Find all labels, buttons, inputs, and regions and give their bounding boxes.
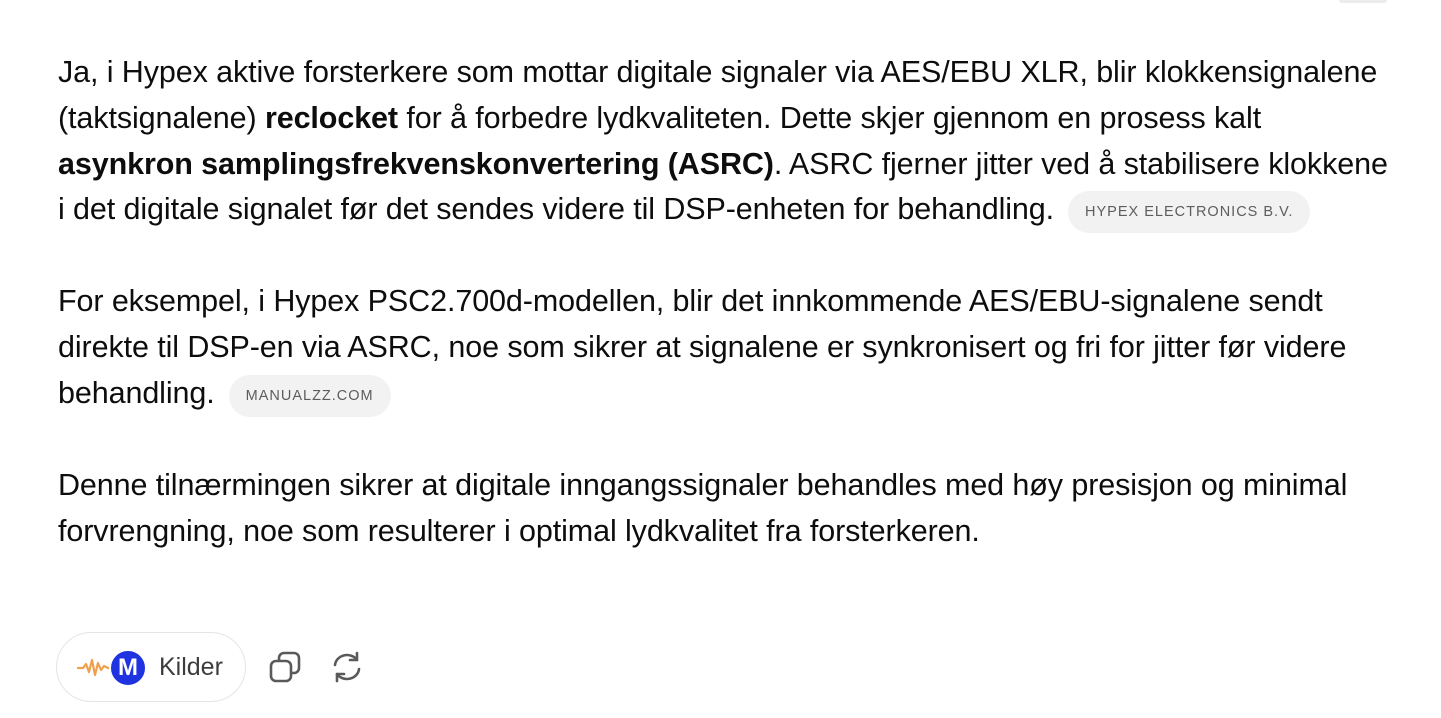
copy-icon (268, 650, 302, 684)
answer-text: . ASRC fjerner jitter ved å stabilisere klokkene i det digitale signalet før det sendes videre til DSP-enheten for behandling. (58, 146, 1388, 227)
citation-chip-manualzz[interactable]: MANUALZZ.COM (229, 375, 391, 417)
regenerate-icon (330, 650, 364, 684)
answer-paragraph-3 (58, 463, 1398, 555)
copy-button[interactable] (262, 644, 308, 690)
assistant-answer (58, 50, 1398, 601)
answer-text: Ja, i Hypex aktive forsterkere som mottar digitale signaler via AES/EBU XLR, blir klokkensignalene (taktsignalene) (58, 55, 1378, 135)
scroll-edge-hint (1339, 0, 1387, 3)
answer-bold-text: asynkron samplingsfrekvenskonvertering (ASRC) (58, 146, 774, 181)
sources-button[interactable] (56, 632, 246, 702)
manualzz-icon: M (109, 649, 147, 687)
regenerate-button[interactable] (324, 644, 370, 690)
message-actions (56, 632, 370, 702)
sources-label: Kilder (159, 652, 223, 681)
source-favicons (77, 647, 145, 687)
citation-chip-hypex[interactable]: HYPEX ELECTRONICS B.V. (1068, 191, 1310, 233)
answer-paragraph-1 (58, 50, 1398, 233)
answer-text: For eksempel, i Hypex PSC2.700d-modellen, blir det innkommende AES/EBU-signalene sendt direkte til DSP-en via ASRC, noe som sikrer at signalene er synkronisert og fri for jitter før videre behandling. (58, 284, 1347, 410)
answer-text: for å forbedre lydkvaliteten. Dette skjer gjennom en prosess kalt (397, 100, 1262, 135)
answer-paragraph-2 (58, 279, 1398, 417)
answer-bold-text: reclocket (264, 100, 398, 135)
answer-text: Denne tilnærmingen sikrer at digitale inngangssignaler behandles med høy presisjon og minimal forvrengning, noe som resulterer i optimal lydkvalitet fra forsterkeren. (58, 467, 1348, 548)
